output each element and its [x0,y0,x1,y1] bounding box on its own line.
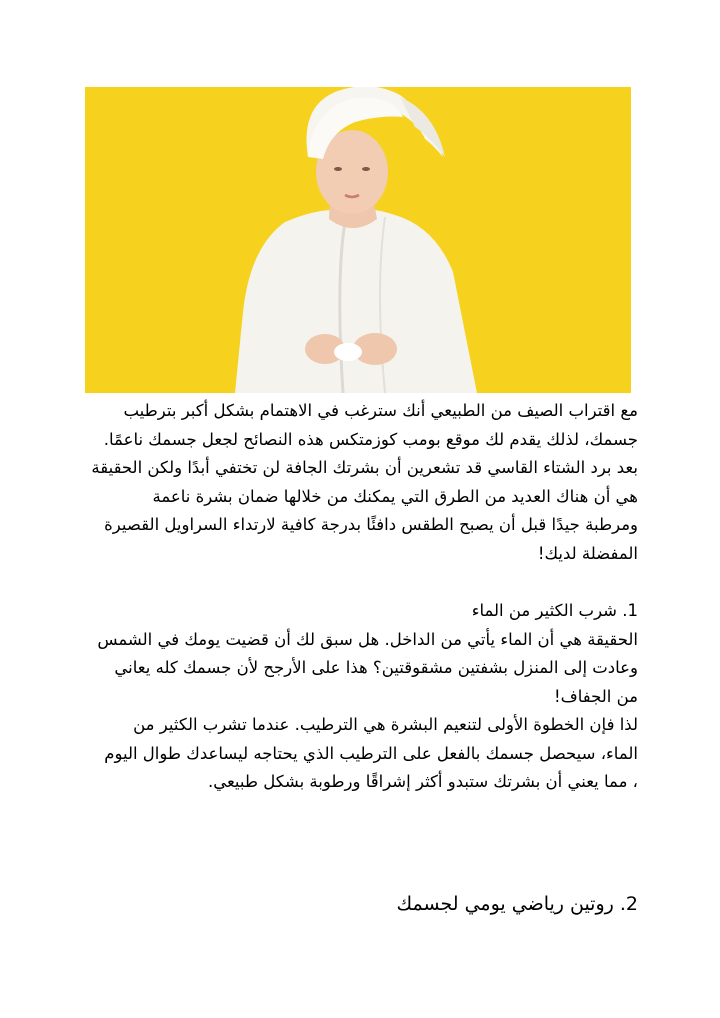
section-1-line: الماء، سيحصل جسمك بالفعل على الترطيب الذي يحتاجه ليساعدك طوال اليوم [104,743,638,763]
hero-photo [85,87,631,393]
intro-line: جسمك، لذلك يقدم لك موقع بومب كوزمتكس هذه النصائح لجعل جسمك ناعمًا. [103,429,638,449]
section-1-line: الحقيقة هي أن الماء يأتي من الداخل. هل سبق لك أن قضيت يومك في الشمس [97,629,638,649]
section-1-line: وعادت إلى المنزل بشفتين مشقوقتين؟ هذا على الأرجح لأن جسمك كله يعاني [114,658,638,677]
section-1-heading: 1. شرب الكثير من الماء [471,601,638,620]
intro-line: ومرطبة جيدًا قبل أن يصبح الطقس دافئًا بدرجة كافية لارتداء السراويل القصيرة [104,515,638,534]
section-1-line: من الجفاف! [554,686,638,706]
section-1-water [78,597,638,797]
intro-paragraph [78,397,638,568]
intro-line: هي أن هناك العديد من الطرق التي يمكنك من خلالها ضمان بشرة ناعمة [152,486,638,506]
section-1-line: لذا فإن الخطوة الأولى لتنعيم البشرة هي الترطيب. عندما تشرب الكثير من [133,715,638,734]
woman-in-towel-illustration [85,87,631,393]
intro-line: مع اقتراب الصيف من الطبيعي أنك سترغب في الاهتمام بشكل أكبر بترطيب [123,401,638,420]
intro-line: المفضلة لديك! [537,543,638,563]
intro-line: بعد برد الشتاء القاسي قد تشعرين أن بشرتك الجافة لن تختفي أبدًا ولكن الحقيقة [91,458,638,477]
soap-bar [334,343,362,361]
section-2-heading: 2. روتين رياضي يومي لجسمك [396,893,638,915]
section-1-line: ، مما يعني أن بشرتك ستبدو أكثر إشراقًا ورطوبة بشكل طبيعي. [207,772,638,791]
